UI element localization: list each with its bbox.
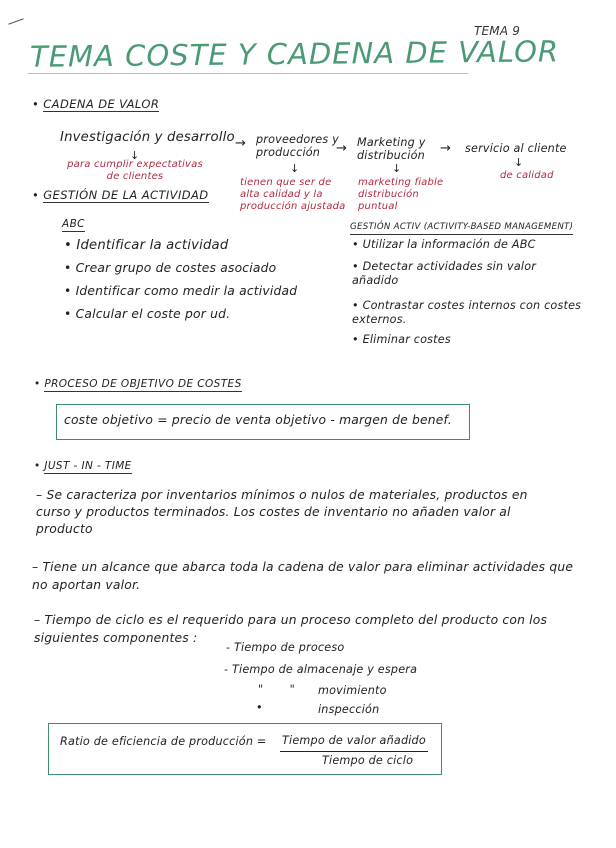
ratio-denominator: Tiempo de ciclo (322, 754, 414, 767)
list-item: • Identificar como medir la actividad (64, 284, 298, 298)
component-item: inspección (318, 703, 380, 716)
list-item: • Calcular el coste por ud. (64, 307, 231, 321)
list-item: • Contrastar costes internos con costes externos. (352, 299, 582, 326)
list-item: • Identificar la actividad (64, 238, 229, 253)
flow-step: proveedores y producción (256, 133, 339, 159)
bullet-dot: • (34, 378, 41, 390)
ratio-label: Ratio de eficiencia de producción = (60, 735, 267, 748)
fraction-line (280, 751, 428, 752)
component-item: - Tiempo de almacenaje y espera (224, 663, 418, 676)
section-heading: JUST - IN - TIME (44, 460, 132, 472)
ratio-box (48, 723, 442, 775)
section-cadena (32, 97, 159, 112)
down-arrow-icon: ↓ (514, 156, 524, 169)
list-item: • Eliminar costes (352, 333, 451, 346)
paragraph: – Tiene un alcance que abarca toda la cadena de valor para eliminar actividades que no aportan valor. (32, 560, 574, 592)
flow-step: Investigación y desarrollo (60, 130, 235, 145)
note-text: de calidad (500, 170, 554, 181)
bullet-dot: • (32, 188, 40, 202)
abm-heading: GESTIÓN ACTIV (ACTIVITY-BASED MANAGEMENT) (350, 221, 573, 235)
section-heading: CADENA DE VALOR (43, 97, 160, 111)
page-title: TEMA COSTE Y CADENA DE VALOR (29, 34, 560, 74)
ditto-mark: " " (258, 683, 296, 696)
ratio-numerator: Tiempo de valor añadido (282, 734, 426, 747)
section-heading: PROCESO DE OBJETIVO DE COSTES (44, 378, 242, 390)
section-jit (34, 460, 132, 474)
abc-heading: ABC (62, 218, 85, 230)
section-objetivo (34, 378, 242, 392)
pen-mark (8, 18, 23, 24)
list-item: • Utilizar la información de ABC (352, 238, 536, 251)
section-gestion (32, 188, 209, 203)
arrow-icon: → (235, 136, 246, 151)
bullet-dot: • (256, 701, 263, 714)
bullet-dot: • (32, 97, 40, 111)
note-text: marketing fiable distribución puntual (358, 177, 444, 212)
down-arrow-icon: ↓ (392, 162, 402, 175)
list-item: • Crear grupo de costes asociado (64, 261, 277, 275)
formula-text: coste objetivo = precio de venta objetivo - margen de benef. (64, 413, 452, 427)
list-item: • Detectar actividades sin valor añadido (352, 260, 537, 287)
down-arrow-icon: ↓ (130, 149, 140, 162)
paragraph: – Tiempo de ciclo es el requerido para un proceso completo del producto con los siguientes componentes : (34, 613, 548, 645)
paragraph: – Se caracteriza por inventarios mínimos o nulos de materiales, productos en curso y productos terminados. Los costes de inventario no añaden valor al producto (36, 488, 528, 536)
note-text: para cumplir expectativas de clientes (67, 159, 203, 182)
section-heading: GESTIÓN DE LA ACTIVIDAD (43, 188, 209, 202)
component-item: movimiento (318, 684, 387, 697)
note-text: tienen que ser de alta calidad y la producción ajustada (240, 177, 346, 212)
flow-step: Marketing y distribución (357, 136, 426, 162)
arrow-icon: → (440, 141, 451, 156)
component-item: - Tiempo de proceso (226, 641, 345, 654)
bullet-dot: • (34, 460, 41, 472)
arrow-icon: → (336, 141, 347, 156)
flow-step: servicio al cliente (465, 142, 567, 155)
title-underline (28, 73, 468, 74)
down-arrow-icon: ↓ (290, 162, 300, 175)
header-tag: TEMA 9 (474, 24, 521, 38)
